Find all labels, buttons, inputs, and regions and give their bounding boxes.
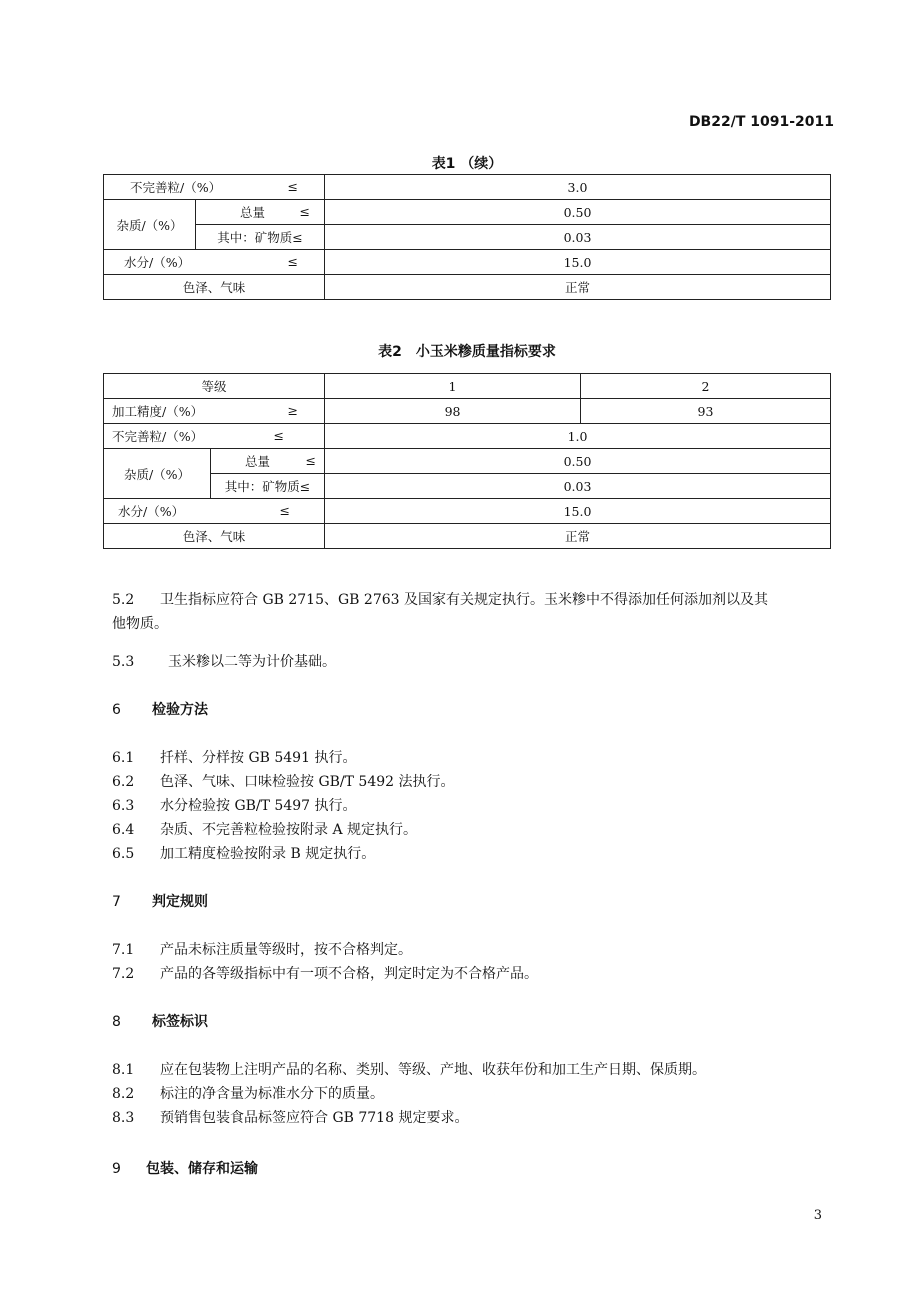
- clause-6-2: 6.2 色泽、气味、口味检验按 GB/T 5492 法执行。: [112, 774, 455, 790]
- table-cell: 杂质/（%）: [104, 449, 211, 499]
- table-cell: 1.0: [325, 424, 831, 449]
- table-row: [104, 200, 831, 225]
- table-cell: 正常: [325, 275, 831, 300]
- table-cell: 2: [581, 374, 831, 399]
- table-cell: 其中：矿物质≤: [196, 225, 325, 250]
- table-cell: 水分/（%） ≤: [104, 250, 325, 275]
- table-cell: 其中：矿物质≤: [211, 474, 325, 499]
- table-row: [104, 524, 831, 549]
- table-row: [104, 449, 831, 474]
- clause-5-2-cont: 他物质。: [112, 616, 168, 632]
- clause-7-2: 7.2 产品的各等级指标中有一项不合格，判定时定为不合格产品。: [112, 966, 538, 982]
- clause-8-1: 8.1 应在包装物上注明产品的名称、类别、等级、产地、收获年份和加工生产日期、保质期。: [112, 1062, 706, 1078]
- table-cell: 不完善粒/（%） ≤: [104, 424, 325, 449]
- clause-6-4: 6.4 杂质、不完善粒检验按附录 A 规定执行。: [112, 822, 418, 838]
- table-cell: 总量 ≤: [196, 200, 325, 225]
- table-row: [104, 474, 831, 499]
- table2: [103, 373, 831, 549]
- table-row: [104, 499, 831, 524]
- table-cell: 色泽、气味: [104, 524, 325, 549]
- table-cell: 杂质/（%）: [104, 200, 196, 250]
- section-8-heading: 8 标签标识: [112, 1014, 208, 1030]
- table1: [103, 174, 831, 300]
- section-6-heading: 6 检验方法: [112, 702, 208, 718]
- table-cell: 水分/（%） ≤: [104, 499, 325, 524]
- page-number: 3: [813, 1208, 822, 1223]
- table-row: [104, 250, 831, 275]
- table-row: [104, 424, 831, 449]
- table1-caption: 表1 （续）: [431, 156, 503, 172]
- table-cell: 正常: [325, 524, 831, 549]
- table-cell: 总量 ≤: [211, 449, 325, 474]
- table-cell: 0.03: [325, 225, 831, 250]
- table-row: [104, 175, 831, 200]
- table-cell: 15.0: [325, 250, 831, 275]
- table-cell: 1: [325, 374, 581, 399]
- standard-code: DB22/T 1091-2011: [688, 114, 834, 130]
- clause-6-1: 6.1 扦样、分样按 GB 5491 执行。: [112, 750, 357, 766]
- table-cell: 98: [325, 399, 581, 424]
- clause-8-3: 8.3 预销售包装食品标签应符合 GB 7718 规定要求。: [112, 1110, 469, 1126]
- table-row: [104, 275, 831, 300]
- table-row: [104, 374, 831, 399]
- section-9-heading: 9 包装、储存和运输: [112, 1161, 258, 1177]
- table-cell: 0.50: [325, 449, 831, 474]
- table-row: [104, 225, 831, 250]
- table-row: [104, 399, 831, 424]
- table-cell: 加工精度/（%） ≥: [104, 399, 325, 424]
- table-cell: 不完善粒/（%） ≤: [104, 175, 325, 200]
- table-cell: 色泽、气味: [104, 275, 325, 300]
- table-cell: 3.0: [325, 175, 831, 200]
- table-cell: 93: [581, 399, 831, 424]
- table-cell: 15.0: [325, 499, 831, 524]
- table-cell: 0.50: [325, 200, 831, 225]
- clause-5-2: 5.2 卫生指标应符合 GB 2715、GB 2763 及国家有关规定执行。玉米糁中不得添加任何添加剂以及其: [112, 592, 768, 608]
- table2-caption: 表2 小玉米糁质量指标要求: [378, 344, 556, 360]
- section-7-heading: 7 判定规则: [112, 894, 208, 910]
- clause-5-3: 5.3 玉米糁以二等为计价基础。: [112, 654, 336, 670]
- clause-8-2: 8.2 标注的净含量为标准水分下的质量。: [112, 1086, 384, 1102]
- table-cell: 等级: [104, 374, 325, 399]
- clause-6-3: 6.3 水分检验按 GB/T 5497 执行。: [112, 798, 357, 814]
- table-cell: 0.03: [325, 474, 831, 499]
- clause-6-5: 6.5 加工精度检验按附录 B 规定执行。: [112, 846, 376, 862]
- clause-7-1: 7.1 产品未标注质量等级时，按不合格判定。: [112, 942, 412, 958]
